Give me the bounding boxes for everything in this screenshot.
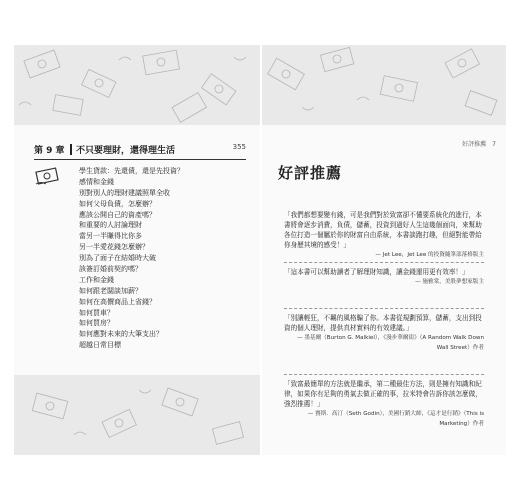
toc-item[interactable]: 如何跟老闆談加薪？ [79,286,142,295]
toc-item[interactable]: 超越日常目標 [79,341,121,350]
banknotes-illustration [14,45,260,125]
toc-item[interactable]: 學生貸款：先還債，還是先投資？ [79,167,184,175]
endorsement-quote [284,313,484,353]
quote-attribution: — 墨基爾（Burton G. Malkiel），《漫步華爾街》（A Random Walk Down Wall Street）作者 [297,335,484,351]
money-illustration-band-top [14,45,260,125]
toc-item[interactable]: 別為了面子在結婚時大破 [79,254,156,263]
toc-item[interactable]: 感情和金錢 [79,177,114,186]
quote-attribution: — Jet Lee，Jet Lee 的投資隨筆部落格版主 [375,252,484,258]
chapter-page-number: 355 [232,143,246,151]
quote-divider [284,374,484,375]
toc-item[interactable]: 當另一半賺得比你多 [79,232,142,241]
banknotes-illustration [262,45,506,125]
toc-item[interactable]: 和重要的人討論理財 [79,221,142,230]
toc-item[interactable]: 別對別人的理財建議照單全收 [79,188,170,197]
money-illustration-band-top [262,45,506,125]
toc-item[interactable]: 另一半愛花錢怎麼辦？ [79,243,149,252]
quote-attribution: — 賽斯．高汀（Seth Godin），美國行銷大師，《這才是行銷》（This is Marketing）作者 [307,411,484,427]
running-header: 好評推薦 7 [462,141,496,148]
chapter-section-list [79,166,184,351]
toc-item[interactable]: 如何在高價商品上省錢？ [79,297,156,306]
toc-item[interactable]: 如何父母負債，怎麼辦？ [79,199,156,208]
quote-text: 「這本書可以幫助讀者了解理財知識，讓金錢運用更有效率！」 [284,268,469,276]
money-icon [34,166,62,188]
toc-item[interactable]: 如何買車？ [79,308,114,317]
page-title: 好評推薦 [278,164,343,182]
quote-divider [284,262,484,263]
chapter-heading [34,143,250,159]
toc-item[interactable]: 如何應對未來的大筆支出？ [79,330,163,339]
left-page [14,45,260,455]
chapter-rule [34,159,246,160]
chapter-divider-bar [70,144,72,155]
quote-text: 「致富最簡單的方法就是繼承，第二種最佳方法，則是擁有知識和紀律，如果你有足夠的勇氣去做正確的事，拉米特會告訴你該怎麼做，強烈推薦！」 [284,380,482,408]
money-illustration-band-bottom [14,375,260,455]
toc-item[interactable]: 該簽訂婚前契約嗎？ [79,265,142,274]
toc-item[interactable]: 如何買房？ [79,319,114,328]
toc-item[interactable]: 工作和金錢 [79,275,114,284]
endorsement-quote [284,267,484,287]
quote-text: 「別讓輕狂，不羈的風格騙了你。本書從規劃預算，儲蓄，支出到投資的個人理財，提供真材實料的有效建議。」 [284,314,482,332]
endorsement-quote [284,379,484,429]
chapter-title: 不只要理財，還得理生活 [76,146,176,156]
endorsement-quote [284,210,484,260]
banknotes-illustration [14,375,260,455]
quote-attribution: — 施雅棠，美股夢想家版主 [415,279,484,285]
right-page [262,45,506,455]
toc-item[interactable]: 應該公開自己的資產嗎？ [79,210,156,219]
chapter-number: 第 9 章 [34,146,65,156]
quote-divider [284,308,484,309]
quote-text: 「我們都想要變有錢，可是我們對於致富卻不懂要系統化的進行，本書將會逐步消費，負債，儲蓄，投資到過好人生這幾個面向，來幫助各位打造一個屬於你的財富自由系統，本書談跑打趣，但絕對能帶給你身歷其境的感受！」 [284,211,482,249]
